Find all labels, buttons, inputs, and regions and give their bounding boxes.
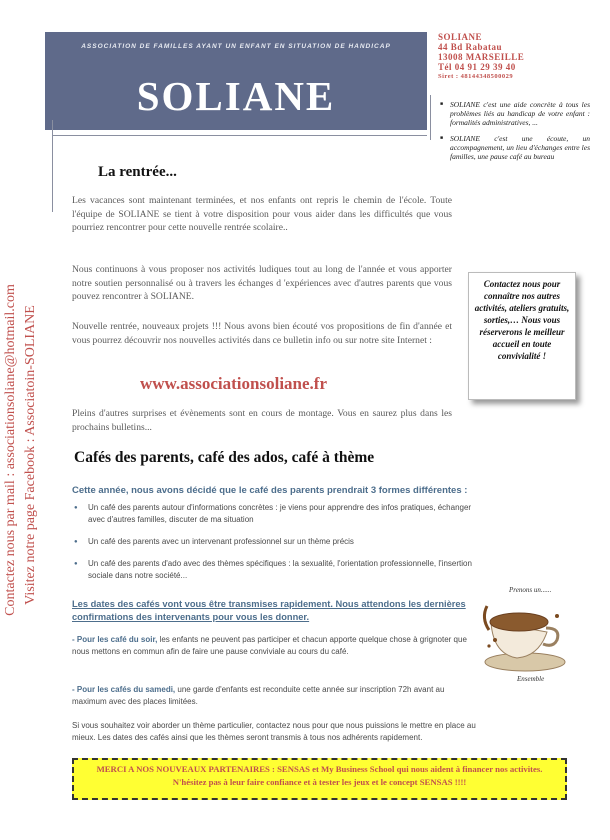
paragraph: Pleins d'autres surprises et évènements sont en cours de montage. Vous en saurez plus dans les prochains bulletins... (72, 408, 452, 433)
samedi-label: - Pour les cafés du samedi, (72, 685, 176, 694)
coffee-cup-image (477, 582, 569, 686)
contact-phone: Tél 04 91 29 39 40 (438, 62, 516, 72)
cafe-list (72, 502, 472, 592)
soir-label: - Pour les café du soir, (72, 635, 158, 644)
dates-notice: Les dates des cafés vont vous être transmises rapidement. Nous attendons les dernières confirmations des intervenants pour vous les donner. (72, 599, 466, 622)
vertical-email-text: Contactez nous par mail : associationsoliane@hotmail.com (3, 284, 18, 616)
website-link[interactable]: www.associationsoliane.fr (140, 374, 327, 393)
header-title: SOLIANE (136, 73, 336, 119)
divider (53, 135, 427, 136)
list-item: ● Un café des parents avec un intervenant professionnel sur un thème précis (72, 536, 472, 548)
list-item: ● Un café des parents d'ado avec des thèmes spécifiques : la sexualité, l'orientation professionnelle, l'insertion sociale dans notre société... (72, 558, 472, 582)
paragraph (72, 634, 477, 658)
divider (430, 95, 431, 140)
header-subtitle: ASSOCIATION DE FAMILLES AYANT UN ENFANT EN SITUATION DE HANDICAP (81, 43, 391, 50)
samedi-text: une garde d'enfants est reconduite cette année sur inscription 72h avant au maximum avec des places limitées. (72, 685, 445, 706)
divider (52, 120, 53, 212)
contact-city: 13008 MARSEILLE (438, 52, 525, 62)
vertical-facebook-text: Visitez notre page Facebook : Associatoin-SOLIANE (23, 305, 38, 605)
paragraph: Nouvelle rentrée, nouveaux projets !!! Nous avons bien écouté vos propositions de fin d'année et vous pourrez découvrir nos nouvelles activités dans ce bulletin info ou sur notre site Internet : (72, 321, 452, 346)
paragraph: Nous continuons à vous proposer nos activités ludiques tout au long de l'année et vous apporter notre soutien personnalisé ou à travers les échanges d 'expériences avec d'autres parents que vous pouvez rencontrer à SOLIANE. (72, 264, 452, 302)
image-caption-top: Prenons un...... (509, 586, 552, 594)
contact-block (438, 32, 588, 82)
list-item: ● Un café des parents autour d'informations concrètes : je viens pour apprendre des infos pratiques, échanger avec d'autres familles, discuter de ma situation (72, 502, 472, 526)
paragraph (72, 684, 477, 708)
article-heading: Cafés des parents, café des ados, café à thème (74, 449, 375, 466)
contact-street: 44 Bd Rabatau (438, 42, 503, 52)
soir-text: les enfants ne peuvent pas participer et chacun apporte quelque chose à grignoter que nous mettons en commun afin de faire une pause conviviale au cours du café. (72, 635, 467, 656)
contact-siret: Siret : 48144348500029 (438, 73, 514, 80)
list-item: ■ SOLIANE c'est une aide concrète à tous les problèmes liés au handicap de votre enfant : formalités administratives, ... (440, 100, 590, 127)
header-banner (45, 32, 427, 130)
article-heading: La rentrée... (98, 164, 177, 180)
contact-name: SOLIANE (438, 32, 483, 42)
paragraph: Les vacances sont maintenant terminées, et nos enfants ont repris le chemin de l'école. Toute l'équipe de SOLIANE se tient à votre disposition pour vous aider dans les difficultés que vous pourriez rencontrer pour cette nouvelle rentrée scolaire.. (72, 195, 452, 233)
sidebar-list (440, 100, 590, 168)
paragraph: Si vous souhaitez voir aborder un thème particulier, contactez nous pour que nous puissions le mettre en place au mieux. Les dates des cafés ainsi que les thèmes seront transmis à tous nos adhérents rapidement. (72, 721, 476, 742)
partners-banner: MERCI A NOS NOUVEAUX PARTENAIRES : SENSAS et My Business School qui nous aident à financer nos activites. N'hésitez pas à leur faire confiance et à tester les jeux et le concept SENSAS !!!! (72, 758, 567, 800)
image-caption-bottom: Ensemble (517, 675, 545, 683)
lead-text: Cette année, nous avons décidé que le café des parents prendrait 3 formes différentes : (72, 485, 468, 496)
contact-callout: Contactez nous pour connaître nos autres activités, ateliers gratuits, sorties,… Nous vous réserverons le meilleur accueil en toute convivialité ! (468, 272, 576, 400)
list-item: ■ SOLIANE c'est une écoute, un accompagnement, un lieu d'échanges entre les familles, une pause café au bureau (440, 134, 590, 161)
